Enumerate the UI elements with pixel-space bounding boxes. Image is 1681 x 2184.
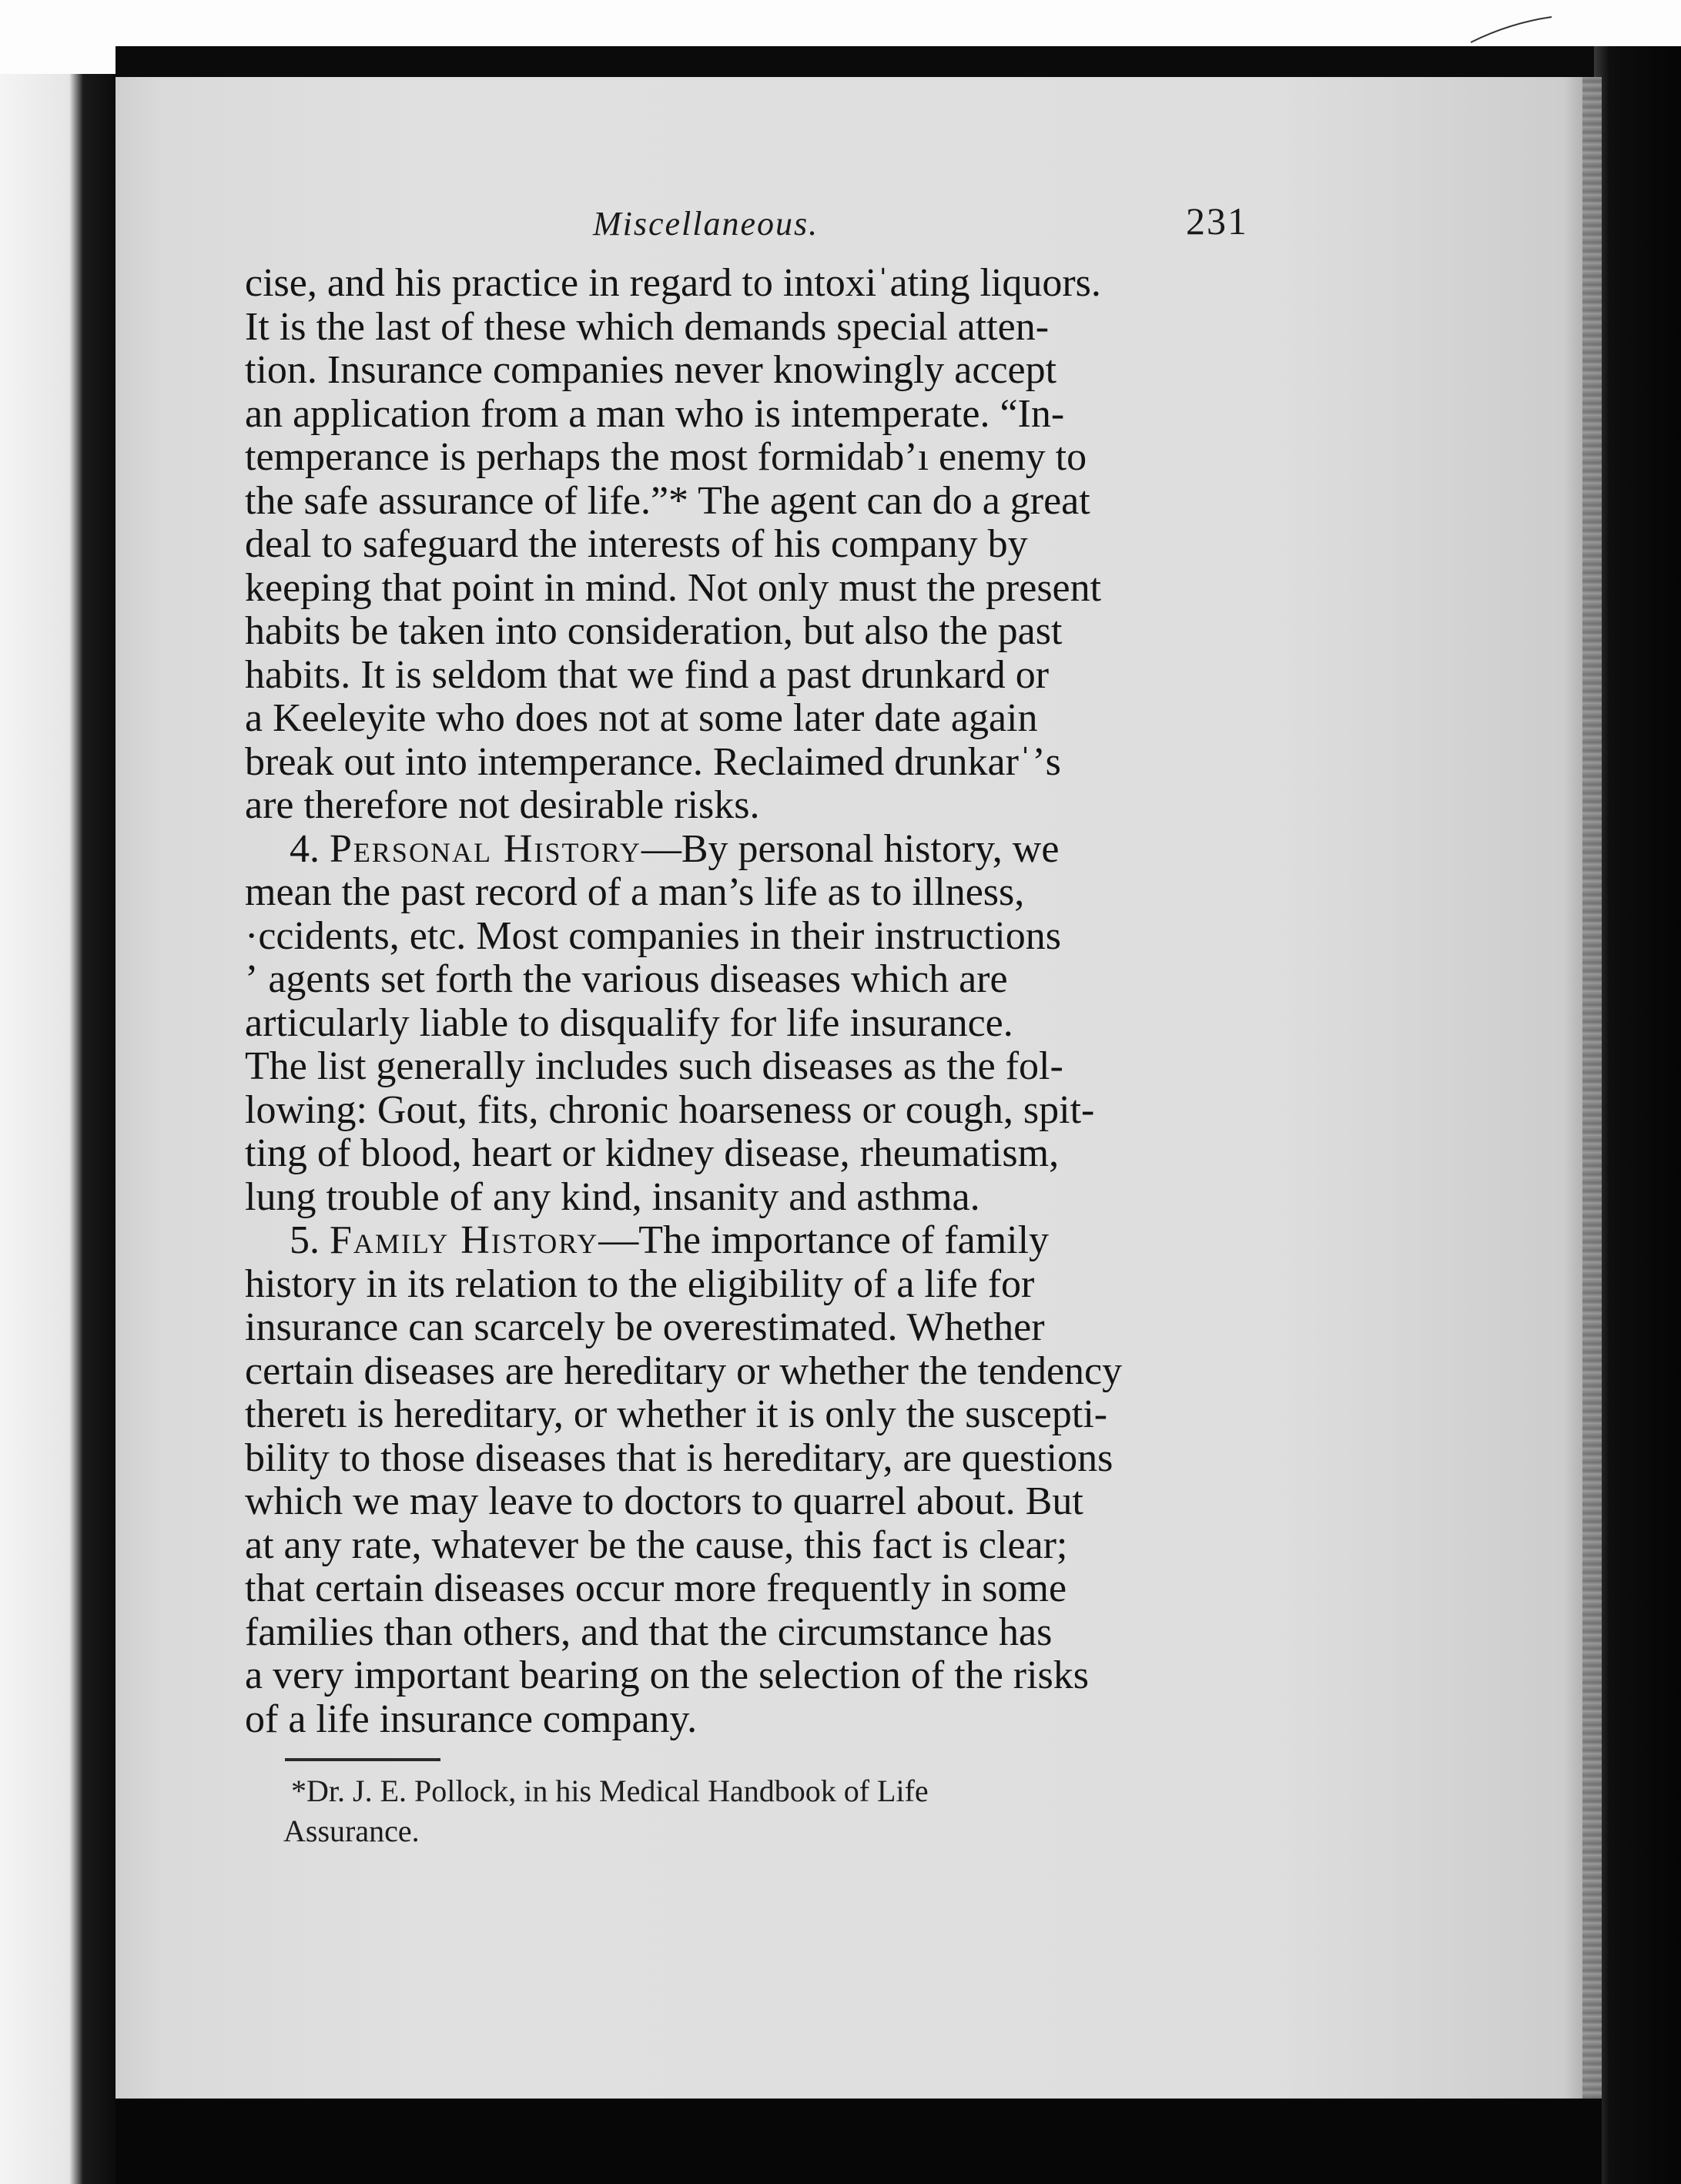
footnote xyxy=(283,1771,1446,1851)
text-line: habits. It is seldom that we find a past drunkard or xyxy=(245,652,1050,697)
text-line: an application from a man who is intemperate. “In- xyxy=(245,391,1065,436)
section-4-number: 4. xyxy=(290,826,320,871)
text-line: a very important bearing on the selection of the risks xyxy=(245,1653,1090,1697)
text-line: tion. Insurance companies never knowingly accept xyxy=(245,348,1057,392)
text-line: lowing: Gout, fits, chronic hoarseness or cough, spit- xyxy=(245,1087,1095,1132)
text-line: It is the last of these which demands special atten- xyxy=(245,304,1050,349)
text-line: the safe assurance of life.”* The agent can do a great xyxy=(245,478,1090,523)
section-5-number: 5. xyxy=(290,1218,320,1262)
text-line: cise, and his practice in regard to intoxiˈating liquors. xyxy=(245,261,1101,305)
text-line: articularly liable to disqualify for life insurance. xyxy=(245,1000,1013,1045)
page-number: 231 xyxy=(1186,199,1248,243)
text-line: insurance can scarcely be overestimated. Whether xyxy=(245,1305,1045,1349)
section-5-lead: —The importance of family xyxy=(598,1218,1050,1262)
text-line: ting of blood, heart or kidney disease, rheumatism, xyxy=(245,1131,1060,1175)
footnote-rule xyxy=(285,1758,440,1761)
section-4-lead: —By personal history, we xyxy=(641,826,1060,871)
section-4-heading: Personal History xyxy=(330,826,641,871)
text-line: ·ccidents, etc. Most companies in their instructions xyxy=(245,913,1061,958)
section-4-heading-line xyxy=(245,828,1446,872)
text-line: temperance is perhaps the most formidabʼı enemy to xyxy=(245,435,1087,479)
text-line: The list generally includes such diseases as the fol- xyxy=(245,1044,1063,1088)
text-line: history in its relation to the eligibility of a life for xyxy=(245,1261,1035,1306)
text-line: are therefore not desirable risks. xyxy=(245,783,760,827)
section-5-heading: Family History xyxy=(330,1218,599,1262)
footnote-line: *Dr. J. E. Pollock, in his Medical Handbook of Life xyxy=(291,1774,929,1808)
text-line: deal to safeguard the interests of his company by xyxy=(245,522,1028,566)
running-head: Miscellaneous. xyxy=(593,205,819,243)
text-line: lung trouble of any kind, insanity and asthma. xyxy=(245,1174,980,1219)
text-line: certain diseases are hereditary or whether the tendency xyxy=(245,1348,1123,1393)
page-spine-shadow xyxy=(1582,77,1602,2099)
text-line: at any rate, whatever be the cause, this fact is clear; xyxy=(245,1522,1068,1567)
text-line: ʼ agents set forth the various diseases which are xyxy=(245,957,1008,1001)
text-line: theretı is hereditary, or whether it is only the suscepti- xyxy=(245,1392,1108,1436)
text-line: of a life insurance company. xyxy=(245,1697,698,1741)
text-line: mean the past record of a man’s life as to illness, xyxy=(245,870,1025,914)
text-line: which we may leave to doctors to quarrel about. But xyxy=(245,1479,1083,1523)
text-line: bility to those diseases that is hereditary, are questions xyxy=(245,1435,1113,1480)
section-5-heading-line xyxy=(245,1219,1446,1263)
corner-fold-mark xyxy=(1463,15,1555,46)
book-left-edge xyxy=(0,74,123,2184)
scan-bottom-border xyxy=(116,2095,1602,2184)
body-text xyxy=(245,262,1446,1741)
scan-right-border xyxy=(1594,46,1681,2184)
text-line: keeping that point in mind. Not only must the present xyxy=(245,565,1102,610)
text-line: that certain diseases occur more frequently in some xyxy=(245,1566,1067,1610)
text-line: habits be taken into consideration, but also the past xyxy=(245,609,1063,653)
footnote-line: Assurance. xyxy=(283,1814,420,1848)
text-line: break out into intemperance. Reclaimed drunkarˈʼs xyxy=(245,739,1061,784)
text-line: families than others, and that the circumstance has xyxy=(245,1610,1053,1654)
text-line: a Keeleyite who does not at some later date again xyxy=(245,696,1038,740)
